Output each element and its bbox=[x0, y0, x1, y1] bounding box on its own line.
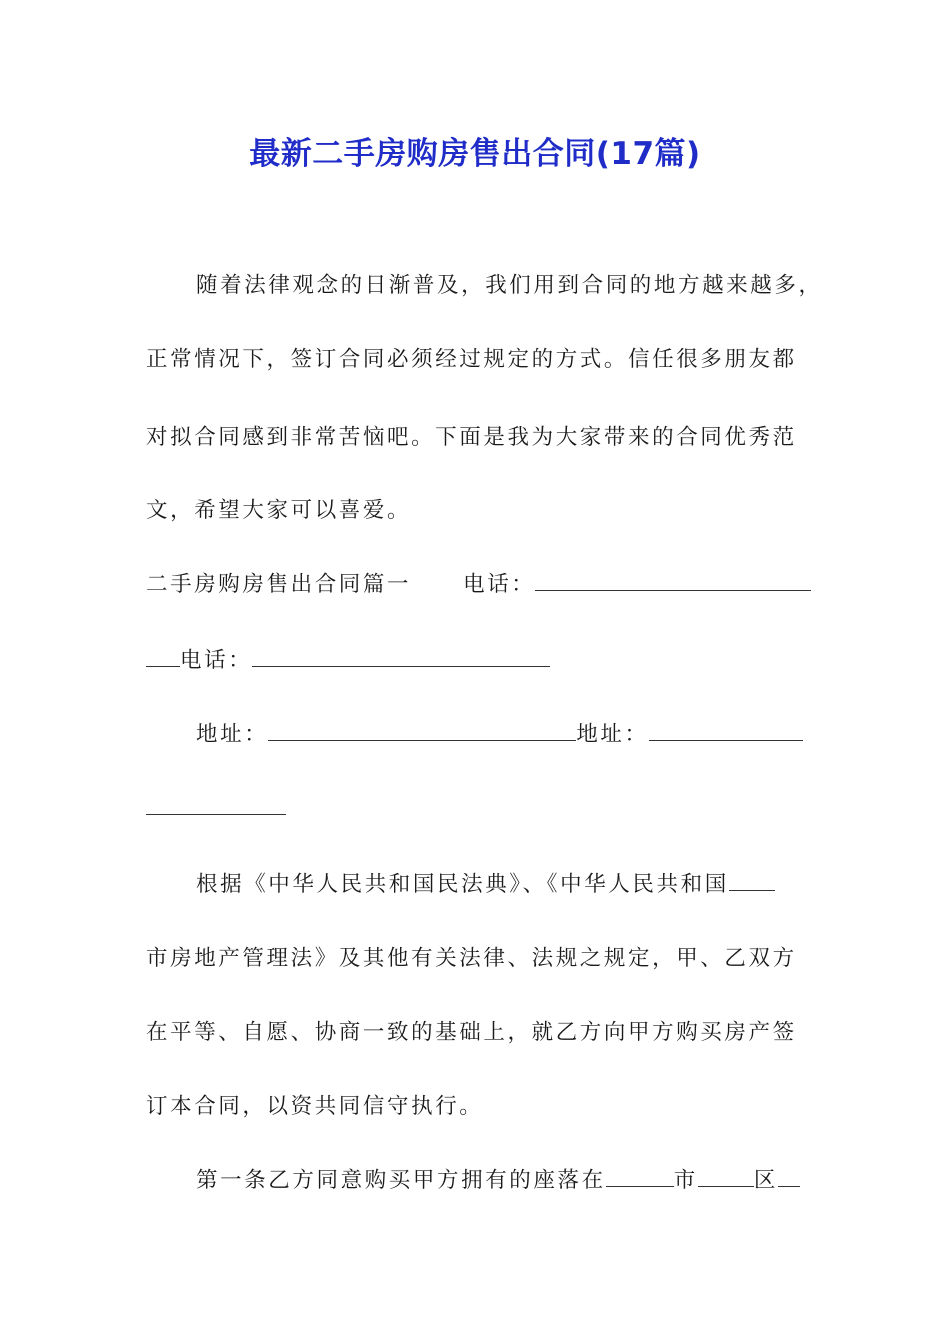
address-label-1: 地址： bbox=[196, 722, 269, 747]
phone-prefix-blank bbox=[146, 646, 180, 667]
basis-line-1: 根据《中华人民共和国民法典》、《中华人民共和国 bbox=[196, 872, 729, 897]
address-blank-1 bbox=[268, 720, 576, 741]
basis-line-1-row bbox=[196, 870, 775, 900]
article-1-district: 区 bbox=[753, 1168, 778, 1193]
article-1-text: 第一条乙方同意购买甲方拥有的座落在 bbox=[196, 1168, 606, 1193]
intro-line-2: 正常情况下，签订合同必须经过规定的方式。信任很多朋友都 bbox=[146, 347, 797, 372]
phone-label-1: 电话： bbox=[463, 572, 536, 597]
address-continuation-row bbox=[146, 794, 286, 824]
phone-blank-2 bbox=[252, 646, 550, 667]
document-title: 最新二手房购房售出合同(17篇) bbox=[249, 136, 701, 172]
intro-line-1: 随着法律观念的日渐普及，我们用到合同的地方越来越多， bbox=[196, 273, 823, 298]
phone-blank-1 bbox=[535, 570, 811, 591]
basis-line-3: 在平等、自愿、协商一致的基础上，就乙方向甲方购买房产签 bbox=[146, 1020, 797, 1045]
intro-line-3: 对拟合同感到非常苦恼吧。下面是我为大家带来的合同优秀范 bbox=[146, 425, 797, 450]
article-1-city-blank bbox=[606, 1166, 674, 1187]
basis-city-blank bbox=[729, 870, 775, 891]
address-row bbox=[196, 720, 803, 750]
section-heading: 二手房购房售出合同篇一 bbox=[146, 572, 412, 597]
basis-line-2: 市房地产管理法》及其他有关法律、法规之规定，甲、乙双方 bbox=[146, 946, 797, 971]
basis-line-4: 订本合同，以资共同信守执行。 bbox=[146, 1094, 484, 1119]
address-blank-2 bbox=[649, 720, 803, 741]
article-1-row bbox=[196, 1166, 800, 1196]
intro-line-4: 文，希望大家可以喜爱。 bbox=[146, 498, 412, 523]
address-label-2: 地址： bbox=[576, 722, 649, 747]
article-1-city: 市 bbox=[673, 1168, 698, 1193]
section-heading-row bbox=[146, 570, 811, 600]
phone-row-2 bbox=[146, 646, 550, 676]
address-blank-3 bbox=[146, 794, 286, 815]
article-1-tail-blank bbox=[778, 1166, 800, 1187]
article-1-district-blank bbox=[698, 1166, 754, 1187]
phone-label-2: 电话： bbox=[180, 648, 253, 673]
